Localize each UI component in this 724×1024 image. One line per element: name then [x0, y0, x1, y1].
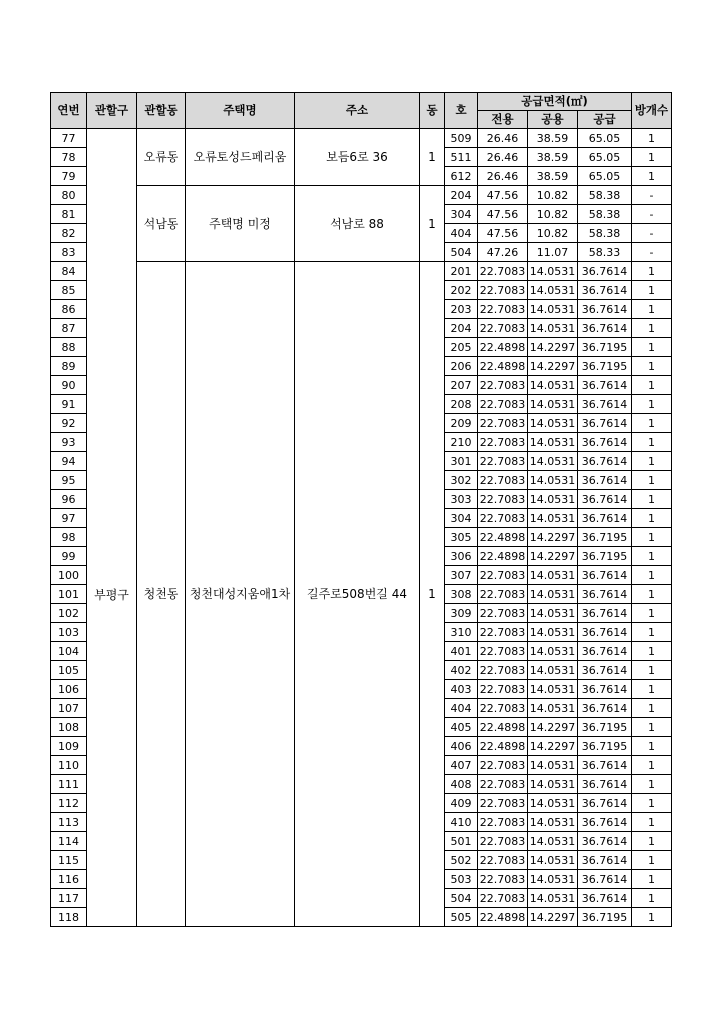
unit-cell: 509 — [445, 129, 478, 148]
common-area-cell: 14.2297 — [528, 718, 578, 737]
common-area-cell: 14.0531 — [528, 490, 578, 509]
row-no: 92 — [51, 414, 87, 433]
common-area-cell: 14.0531 — [528, 775, 578, 794]
supply-area-cell: 58.33 — [578, 243, 632, 262]
common-area-cell: 14.0531 — [528, 376, 578, 395]
exclusive-area-cell: 22.7083 — [478, 376, 528, 395]
exclusive-area-cell: 22.7083 — [478, 604, 528, 623]
unit-cell: 612 — [445, 167, 478, 186]
row-no: 107 — [51, 699, 87, 718]
supply-area-cell: 36.7614 — [578, 870, 632, 889]
row-no: 114 — [51, 832, 87, 851]
row-no: 80 — [51, 186, 87, 205]
exclusive-area-cell: 22.7083 — [478, 471, 528, 490]
unit-cell: 502 — [445, 851, 478, 870]
unit-cell: 301 — [445, 452, 478, 471]
exclusive-area-cell: 22.4898 — [478, 718, 528, 737]
supply-area-cell: 65.05 — [578, 129, 632, 148]
supply-area-cell: 58.38 — [578, 186, 632, 205]
unit-cell: 202 — [445, 281, 478, 300]
row-no: 115 — [51, 851, 87, 870]
supply-area-cell: 36.7614 — [578, 414, 632, 433]
house-name-cell: 주택명 미정 — [186, 186, 295, 262]
row-no: 113 — [51, 813, 87, 832]
unit-cell: 404 — [445, 224, 478, 243]
unit-cell: 208 — [445, 395, 478, 414]
common-area-cell: 14.0531 — [528, 262, 578, 281]
supply-area-cell: 36.7195 — [578, 338, 632, 357]
unit-cell: 504 — [445, 889, 478, 908]
row-no: 91 — [51, 395, 87, 414]
supply-area-cell: 36.7614 — [578, 490, 632, 509]
header-dong: 관할동 — [137, 93, 186, 129]
common-area-cell: 14.0531 — [528, 452, 578, 471]
address-cell: 보듬6로 36 — [295, 129, 420, 186]
rooms-cell: - — [632, 186, 672, 205]
unit-cell: 408 — [445, 775, 478, 794]
row-no: 86 — [51, 300, 87, 319]
header-building: 동 — [420, 93, 445, 129]
header-house-name: 주택명 — [186, 93, 295, 129]
supply-area-cell: 36.7614 — [578, 699, 632, 718]
rooms-cell: 1 — [632, 718, 672, 737]
exclusive-area-cell: 22.7083 — [478, 585, 528, 604]
unit-cell: 204 — [445, 186, 478, 205]
common-area-cell: 14.0531 — [528, 433, 578, 452]
dong-cell: 오류동 — [137, 129, 186, 186]
common-area-cell: 14.2297 — [528, 547, 578, 566]
exclusive-area-cell: 22.7083 — [478, 395, 528, 414]
common-area-cell: 14.0531 — [528, 319, 578, 338]
rooms-cell: 1 — [632, 547, 672, 566]
supply-area-cell: 36.7614 — [578, 471, 632, 490]
exclusive-area-cell: 22.7083 — [478, 889, 528, 908]
exclusive-area-cell: 22.7083 — [478, 452, 528, 471]
common-area-cell: 10.82 — [528, 224, 578, 243]
common-area-cell: 11.07 — [528, 243, 578, 262]
supply-area-cell: 36.7614 — [578, 680, 632, 699]
supply-area-cell: 36.7614 — [578, 851, 632, 870]
district-cell: 부평구 — [87, 129, 137, 927]
row-no: 81 — [51, 205, 87, 224]
unit-cell: 410 — [445, 813, 478, 832]
unit-cell: 307 — [445, 566, 478, 585]
common-area-cell: 14.0531 — [528, 300, 578, 319]
exclusive-area-cell: 22.7083 — [478, 300, 528, 319]
row-no: 85 — [51, 281, 87, 300]
supply-area-cell: 36.7614 — [578, 509, 632, 528]
row-no: 94 — [51, 452, 87, 471]
building-cell: 1 — [420, 262, 445, 927]
rooms-cell: 1 — [632, 604, 672, 623]
rooms-cell: 1 — [632, 414, 672, 433]
rooms-cell: 1 — [632, 680, 672, 699]
common-area-cell: 14.0531 — [528, 585, 578, 604]
exclusive-area-cell: 47.26 — [478, 243, 528, 262]
unit-cell: 205 — [445, 338, 478, 357]
unit-cell: 206 — [445, 357, 478, 376]
unit-cell: 306 — [445, 547, 478, 566]
supply-area-cell: 36.7614 — [578, 661, 632, 680]
exclusive-area-cell: 26.46 — [478, 148, 528, 167]
supply-area-cell: 36.7195 — [578, 547, 632, 566]
row-no: 117 — [51, 889, 87, 908]
unit-cell: 310 — [445, 623, 478, 642]
exclusive-area-cell: 22.7083 — [478, 756, 528, 775]
row-no: 118 — [51, 908, 87, 927]
exclusive-area-cell: 22.7083 — [478, 680, 528, 699]
row-no: 106 — [51, 680, 87, 699]
row-no: 96 — [51, 490, 87, 509]
exclusive-area-cell: 22.7083 — [478, 642, 528, 661]
supply-area-cell: 36.7614 — [578, 604, 632, 623]
exclusive-area-cell: 22.4898 — [478, 357, 528, 376]
header-unit: 호 — [445, 93, 478, 129]
rooms-cell: 1 — [632, 395, 672, 414]
common-area-cell: 14.0531 — [528, 395, 578, 414]
rooms-cell: 1 — [632, 281, 672, 300]
unit-cell: 309 — [445, 604, 478, 623]
unit-cell: 407 — [445, 756, 478, 775]
supply-area-cell: 36.7614 — [578, 794, 632, 813]
exclusive-area-cell: 26.46 — [478, 167, 528, 186]
unit-cell: 503 — [445, 870, 478, 889]
table-row — [51, 186, 672, 205]
rooms-cell: 1 — [632, 452, 672, 471]
exclusive-area-cell: 47.56 — [478, 205, 528, 224]
supply-area-cell: 58.38 — [578, 224, 632, 243]
common-area-cell: 14.0531 — [528, 642, 578, 661]
rooms-cell: 1 — [632, 433, 672, 452]
rooms-cell: 1 — [632, 870, 672, 889]
supply-area-cell: 36.7614 — [578, 775, 632, 794]
row-no: 102 — [51, 604, 87, 623]
house-name-cell: 오류토성드페리움 — [186, 129, 295, 186]
supply-area-cell: 36.7614 — [578, 281, 632, 300]
exclusive-area-cell: 22.4898 — [478, 908, 528, 927]
supply-area-cell: 36.7195 — [578, 908, 632, 927]
supply-area-cell: 36.7614 — [578, 300, 632, 319]
supply-area-cell: 36.7614 — [578, 623, 632, 642]
row-no: 99 — [51, 547, 87, 566]
common-area-cell: 14.0531 — [528, 870, 578, 889]
unit-cell: 409 — [445, 794, 478, 813]
common-area-cell: 14.0531 — [528, 889, 578, 908]
building-cell: 1 — [420, 129, 445, 186]
header-no: 연번 — [51, 93, 87, 129]
exclusive-area-cell: 22.7083 — [478, 566, 528, 585]
common-area-cell: 10.82 — [528, 186, 578, 205]
supply-area-cell: 36.7195 — [578, 718, 632, 737]
supply-area-cell: 36.7614 — [578, 433, 632, 452]
unit-cell: 511 — [445, 148, 478, 167]
unit-cell: 406 — [445, 737, 478, 756]
unit-cell: 403 — [445, 680, 478, 699]
header-supply-area: 공급면적(㎡) — [478, 93, 632, 111]
row-no: 116 — [51, 870, 87, 889]
common-area-cell: 14.0531 — [528, 509, 578, 528]
common-area-cell: 38.59 — [528, 148, 578, 167]
unit-cell: 204 — [445, 319, 478, 338]
exclusive-area-cell: 47.56 — [478, 186, 528, 205]
row-no: 111 — [51, 775, 87, 794]
rooms-cell: 1 — [632, 262, 672, 281]
rooms-cell: 1 — [632, 699, 672, 718]
exclusive-area-cell: 22.7083 — [478, 262, 528, 281]
common-area-cell: 38.59 — [528, 167, 578, 186]
common-area-cell: 10.82 — [528, 205, 578, 224]
common-area-cell: 14.2297 — [528, 357, 578, 376]
row-no: 79 — [51, 167, 87, 186]
row-no: 78 — [51, 148, 87, 167]
rooms-cell: 1 — [632, 376, 672, 395]
exclusive-area-cell: 22.7083 — [478, 623, 528, 642]
rooms-cell: 1 — [632, 338, 672, 357]
rooms-cell: 1 — [632, 167, 672, 186]
exclusive-area-cell: 22.7083 — [478, 414, 528, 433]
supply-area-cell: 65.05 — [578, 148, 632, 167]
rooms-cell: 1 — [632, 300, 672, 319]
table-body — [51, 129, 672, 927]
row-no: 89 — [51, 357, 87, 376]
supply-area-cell: 36.7614 — [578, 756, 632, 775]
row-no: 97 — [51, 509, 87, 528]
row-no: 108 — [51, 718, 87, 737]
exclusive-area-cell: 22.7083 — [478, 319, 528, 338]
unit-cell: 210 — [445, 433, 478, 452]
row-no: 101 — [51, 585, 87, 604]
exclusive-area-cell: 22.4898 — [478, 737, 528, 756]
unit-cell: 402 — [445, 661, 478, 680]
row-no: 82 — [51, 224, 87, 243]
exclusive-area-cell: 22.4898 — [478, 528, 528, 547]
exclusive-area-cell: 22.7083 — [478, 509, 528, 528]
table-row — [51, 129, 672, 148]
row-no: 105 — [51, 661, 87, 680]
supply-area-cell: 65.05 — [578, 167, 632, 186]
rooms-cell: 1 — [632, 832, 672, 851]
supply-area-cell: 36.7614 — [578, 585, 632, 604]
row-no: 112 — [51, 794, 87, 813]
header-rooms: 방개수 — [632, 93, 672, 129]
common-area-cell: 14.0531 — [528, 566, 578, 585]
common-area-cell: 14.0531 — [528, 794, 578, 813]
unit-cell: 404 — [445, 699, 478, 718]
unit-cell: 305 — [445, 528, 478, 547]
supply-area-cell: 36.7614 — [578, 262, 632, 281]
rooms-cell: 1 — [632, 756, 672, 775]
row-no: 83 — [51, 243, 87, 262]
rooms-cell: 1 — [632, 908, 672, 927]
rooms-cell: 1 — [632, 490, 672, 509]
supply-area-cell: 36.7614 — [578, 452, 632, 471]
header-address: 주소 — [295, 93, 420, 129]
unit-cell: 209 — [445, 414, 478, 433]
exclusive-area-cell: 22.7083 — [478, 813, 528, 832]
row-no: 90 — [51, 376, 87, 395]
rooms-cell: 1 — [632, 889, 672, 908]
exclusive-area-cell: 47.56 — [478, 224, 528, 243]
rooms-cell: 1 — [632, 357, 672, 376]
unit-cell: 303 — [445, 490, 478, 509]
row-no: 93 — [51, 433, 87, 452]
rooms-cell: 1 — [632, 148, 672, 167]
rooms-cell: 1 — [632, 471, 672, 490]
supply-area-cell: 58.38 — [578, 205, 632, 224]
supply-area-cell: 36.7614 — [578, 642, 632, 661]
exclusive-area-cell: 22.4898 — [478, 338, 528, 357]
unit-cell: 304 — [445, 509, 478, 528]
unit-cell: 201 — [445, 262, 478, 281]
row-no: 103 — [51, 623, 87, 642]
common-area-cell: 14.0531 — [528, 756, 578, 775]
table-header — [51, 93, 672, 129]
rooms-cell: - — [632, 224, 672, 243]
exclusive-area-cell: 22.7083 — [478, 832, 528, 851]
common-area-cell: 14.0531 — [528, 471, 578, 490]
common-area-cell: 14.0531 — [528, 661, 578, 680]
rooms-cell: 1 — [632, 813, 672, 832]
building-cell: 1 — [420, 186, 445, 262]
exclusive-area-cell: 22.7083 — [478, 281, 528, 300]
common-area-cell: 14.0531 — [528, 414, 578, 433]
common-area-cell: 14.0531 — [528, 623, 578, 642]
rooms-cell: 1 — [632, 737, 672, 756]
rooms-cell: 1 — [632, 585, 672, 604]
common-area-cell: 14.0531 — [528, 604, 578, 623]
row-no: 84 — [51, 262, 87, 281]
unit-cell: 401 — [445, 642, 478, 661]
rooms-cell: 1 — [632, 129, 672, 148]
common-area-cell: 14.0531 — [528, 813, 578, 832]
rooms-cell: 1 — [632, 319, 672, 338]
dong-cell: 석남동 — [137, 186, 186, 262]
header-common: 공용 — [528, 111, 578, 129]
supply-area-cell: 36.7614 — [578, 566, 632, 585]
rooms-cell: - — [632, 243, 672, 262]
rooms-cell: 1 — [632, 566, 672, 585]
unit-cell: 405 — [445, 718, 478, 737]
exclusive-area-cell: 22.7083 — [478, 870, 528, 889]
supply-area-cell: 36.7195 — [578, 737, 632, 756]
exclusive-area-cell: 22.7083 — [478, 794, 528, 813]
rooms-cell: 1 — [632, 642, 672, 661]
supply-area-cell: 36.7614 — [578, 395, 632, 414]
exclusive-area-cell: 22.7083 — [478, 490, 528, 509]
supply-area-cell: 36.7614 — [578, 889, 632, 908]
common-area-cell: 14.2297 — [528, 338, 578, 357]
supply-area-cell: 36.7614 — [578, 319, 632, 338]
unit-cell: 304 — [445, 205, 478, 224]
exclusive-area-cell: 22.7083 — [478, 661, 528, 680]
common-area-cell: 38.59 — [528, 129, 578, 148]
address-cell: 석남로 88 — [295, 186, 420, 262]
rooms-cell: 1 — [632, 509, 672, 528]
rooms-cell: 1 — [632, 528, 672, 547]
common-area-cell: 14.0531 — [528, 851, 578, 870]
common-area-cell: 14.0531 — [528, 832, 578, 851]
exclusive-area-cell: 22.4898 — [478, 547, 528, 566]
row-no: 98 — [51, 528, 87, 547]
row-no: 88 — [51, 338, 87, 357]
header-district: 관할구 — [87, 93, 137, 129]
address-cell: 길주로508번길 44 — [295, 262, 420, 927]
housing-supply-table — [50, 92, 672, 927]
unit-cell: 308 — [445, 585, 478, 604]
common-area-cell: 14.0531 — [528, 281, 578, 300]
row-no: 109 — [51, 737, 87, 756]
supply-area-cell: 36.7614 — [578, 832, 632, 851]
rooms-cell: 1 — [632, 623, 672, 642]
row-no: 104 — [51, 642, 87, 661]
unit-cell: 505 — [445, 908, 478, 927]
dong-cell: 청천동 — [137, 262, 186, 927]
exclusive-area-cell: 22.7083 — [478, 775, 528, 794]
row-no: 77 — [51, 129, 87, 148]
house-name-cell: 청천대성지움애1차 — [186, 262, 295, 927]
exclusive-area-cell: 22.7083 — [478, 699, 528, 718]
rooms-cell: - — [632, 205, 672, 224]
supply-area-cell: 36.7614 — [578, 376, 632, 395]
unit-cell: 302 — [445, 471, 478, 490]
common-area-cell: 14.0531 — [528, 699, 578, 718]
rooms-cell: 1 — [632, 794, 672, 813]
row-no: 87 — [51, 319, 87, 338]
exclusive-area-cell: 26.46 — [478, 129, 528, 148]
rooms-cell: 1 — [632, 661, 672, 680]
row-no: 110 — [51, 756, 87, 775]
exclusive-area-cell: 22.7083 — [478, 851, 528, 870]
common-area-cell: 14.0531 — [528, 680, 578, 699]
exclusive-area-cell: 22.7083 — [478, 433, 528, 452]
supply-area-cell: 36.7614 — [578, 813, 632, 832]
common-area-cell: 14.2297 — [528, 528, 578, 547]
unit-cell: 504 — [445, 243, 478, 262]
rooms-cell: 1 — [632, 775, 672, 794]
row-no: 95 — [51, 471, 87, 490]
common-area-cell: 14.2297 — [528, 737, 578, 756]
header-exclusive: 전용 — [478, 111, 528, 129]
supply-area-cell: 36.7195 — [578, 528, 632, 547]
row-no: 100 — [51, 566, 87, 585]
unit-cell: 207 — [445, 376, 478, 395]
rooms-cell: 1 — [632, 851, 672, 870]
unit-cell: 501 — [445, 832, 478, 851]
supply-area-cell: 36.7195 — [578, 357, 632, 376]
common-area-cell: 14.2297 — [528, 908, 578, 927]
unit-cell: 203 — [445, 300, 478, 319]
header-supply: 공급 — [578, 111, 632, 129]
table-row — [51, 262, 672, 281]
